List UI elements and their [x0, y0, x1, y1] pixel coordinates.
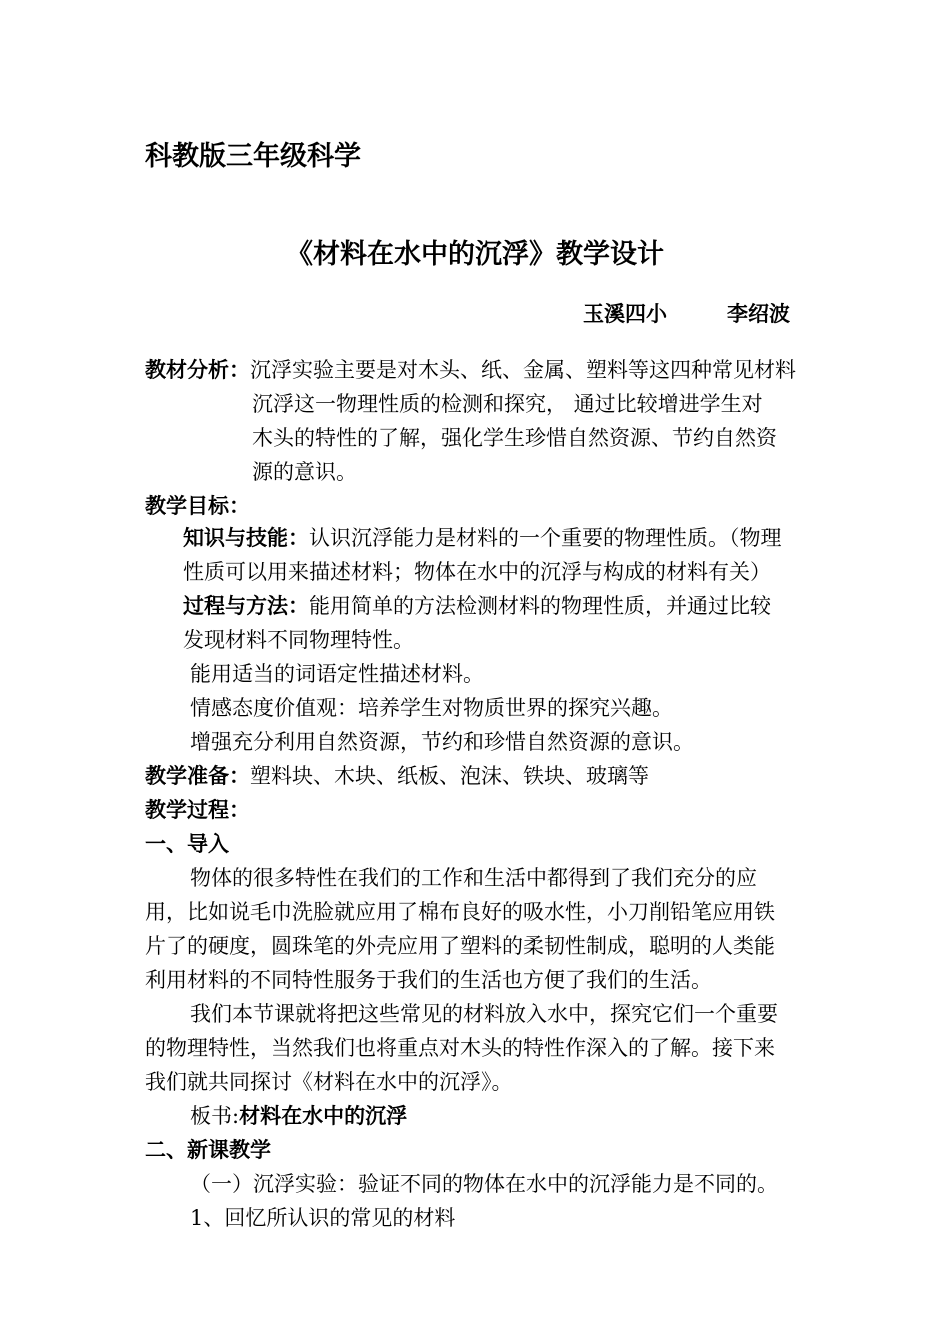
- newlesson-item: 1、回忆所认识的常见的材料: [190, 1206, 456, 1230]
- analysis-label: 教材分析：: [145, 358, 250, 382]
- intro-paragraph-line: 物体的很多特性在我们的工作和生活中都得到了我们充分的应: [190, 866, 757, 890]
- board-text: 材料在水中的沉浮: [239, 1104, 408, 1128]
- intro-paragraph-line: 片了的硬度，圆珠笔的外壳应用了塑料的柔韧性制成，聪明的人类能: [145, 934, 775, 958]
- analysis-row: [145, 356, 796, 384]
- prep-text: 塑料块、木块、纸板、泡沫、铁块、玻璃等: [250, 764, 649, 788]
- newlesson-heading: 二、新课教学: [145, 1138, 271, 1162]
- author-name: 李绍波: [727, 302, 790, 326]
- prep-label: 教学准备：: [145, 764, 250, 788]
- goals-label: 教学目标：: [145, 494, 250, 518]
- process-label: 过程与方法：: [183, 594, 309, 618]
- knowledge-continuation: 性质可以用来描述材料；物体在水中的沉浮与构成的材料有关）: [183, 560, 771, 584]
- newlesson-item: （一）沉浮实验：验证不同的物体在水中的沉浮能力是不同的。: [190, 1172, 778, 1196]
- board-label: 板书:: [190, 1104, 240, 1128]
- knowledge-text: 认识沉浮能力是材料的一个重要的物理性质。（物理: [309, 526, 782, 550]
- knowledge-row: [183, 524, 782, 552]
- goals-line: 情感态度价值观：培养学生对物质世界的探究兴趣。: [190, 696, 673, 720]
- goals-line: 能用适当的词语定性描述材料。: [190, 662, 484, 686]
- process-continuation: 发现材料不同物理特性。: [183, 628, 414, 652]
- header-title: 科教版三年级科学: [145, 141, 361, 172]
- board-row: [190, 1102, 407, 1130]
- analysis-line: 沉浮这一物理性质的检测和探究， 通过比较增进学生对: [252, 392, 763, 416]
- knowledge-label: 知识与技能：: [183, 526, 309, 550]
- intro-paragraph-line: 利用材料的不同特性服务于我们的生活也方便了我们的生活。: [145, 968, 712, 992]
- intro-paragraph-line: 我们就共同探讨《材料在水中的沉浮》。: [145, 1070, 513, 1094]
- analysis-line: 源的意识。: [252, 460, 357, 484]
- process-text: 能用简单的方法检测材料的物理性质，并通过比较: [309, 594, 771, 618]
- process-row: [183, 592, 771, 620]
- analysis-line: 木头的特性的了解，强化学生珍惜自然资源、节约自然资: [252, 426, 777, 450]
- intro-paragraph-line: 我们本节课就将把这些常见的材料放入水中，探究它们一个重要: [190, 1002, 778, 1026]
- intro-heading: 一、导入: [145, 832, 229, 856]
- intro-paragraph-line: 的物理特性，当然我们也将重点对木头的特性作深入的了解。接下来: [145, 1036, 775, 1060]
- document-title: 《材料在水中的沉浮》教学设计: [286, 239, 664, 270]
- goals-line: 增强充分利用自然资源，节约和珍惜自然资源的意识。: [190, 730, 694, 754]
- prep-row: [145, 762, 649, 790]
- intro-paragraph-line: 用，比如说毛巾洗脸就应用了棉布良好的吸水性，小刀削铅笔应用铁: [145, 900, 775, 924]
- process-section-label: 教学过程：: [145, 798, 250, 822]
- school-name: 玉溪四小: [583, 302, 667, 326]
- analysis-line: 沉浮实验主要是对木头、纸、金属、塑料等这四种常见材料: [250, 358, 796, 382]
